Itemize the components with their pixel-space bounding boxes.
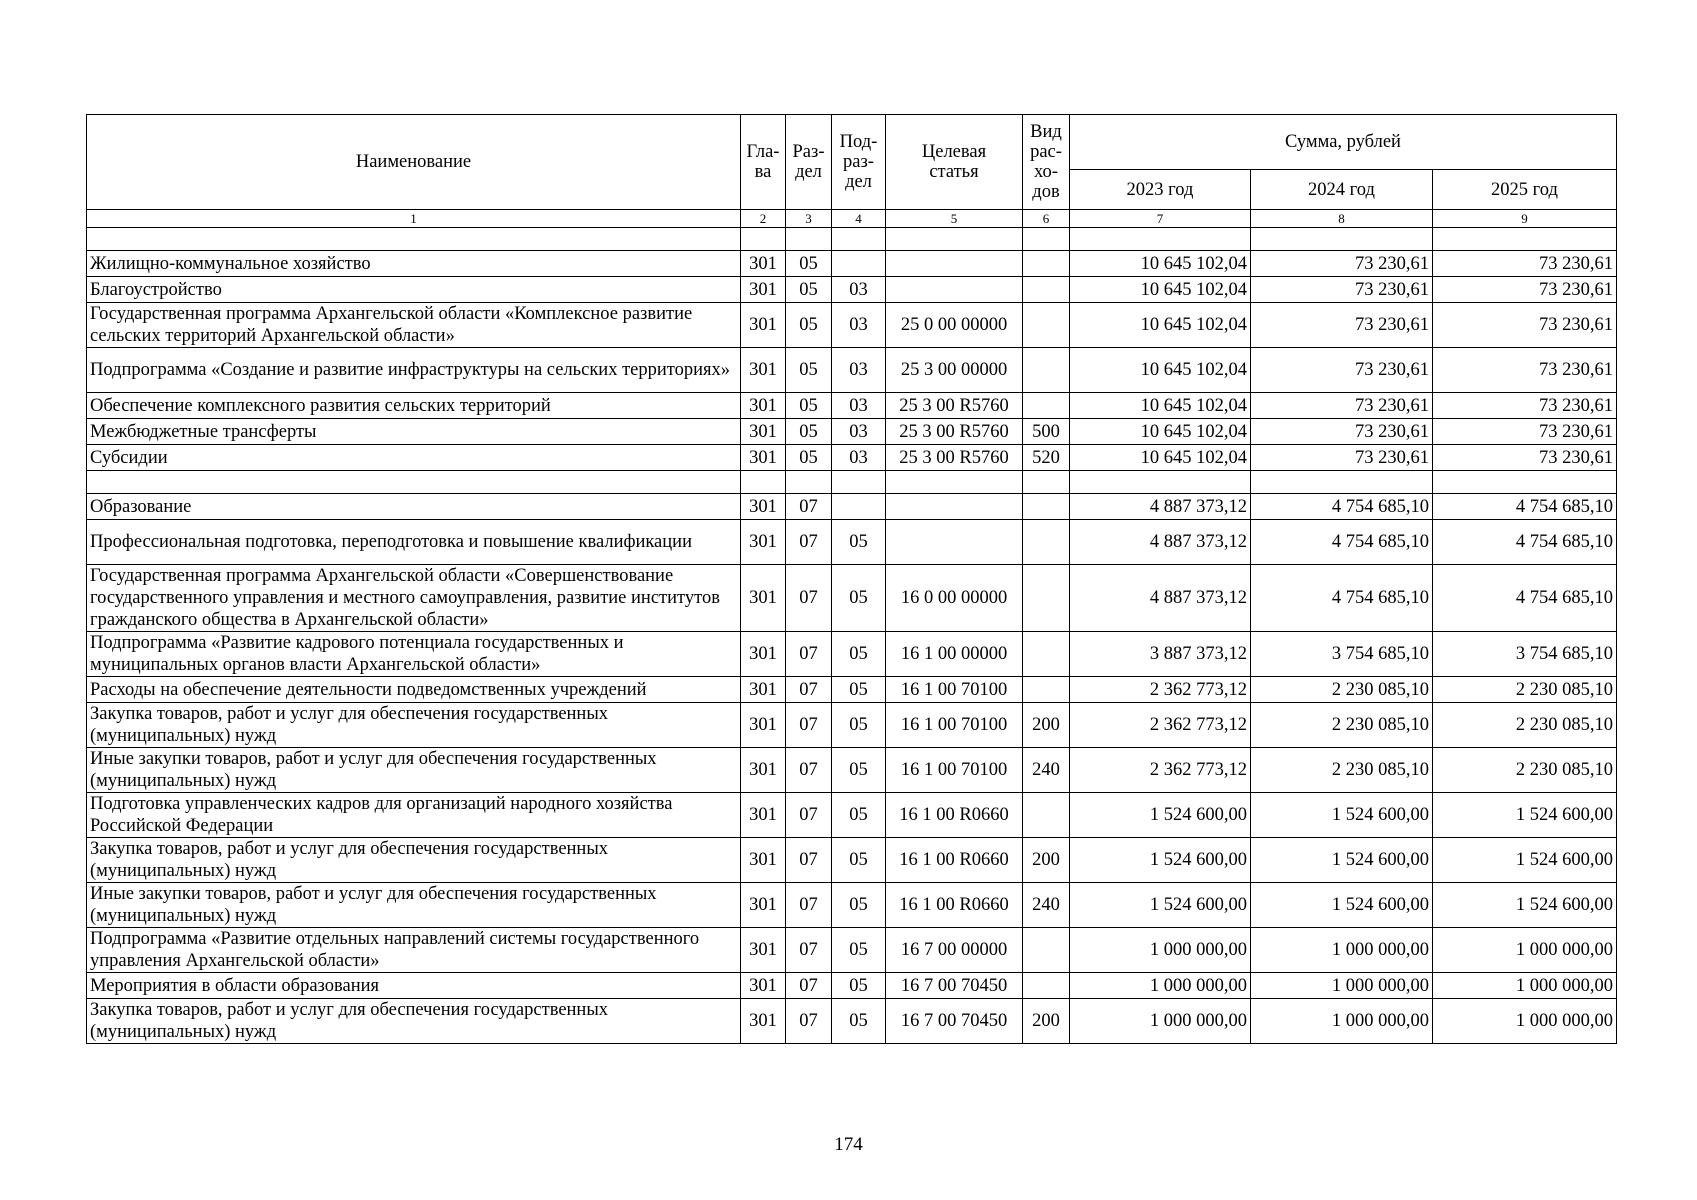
cell-tselevaya-statya: 25 3 00 R5760 — [886, 393, 1023, 419]
cell-amount-2023: 4 887 373,12 — [1070, 520, 1251, 565]
cell-amount-2024: 2 230 085,10 — [1251, 677, 1433, 703]
cell-amount-2023: 4 887 373,12 — [1070, 565, 1251, 632]
cell-amount-2025: 1 000 000,00 — [1433, 999, 1617, 1044]
cell-podrazdel: 05 — [832, 520, 886, 565]
cell-amount-2023: 10 645 102,04 — [1070, 419, 1251, 445]
header-year-2023: 2023 год — [1070, 170, 1251, 210]
cell-podrazdel: 05 — [832, 883, 886, 928]
table-row — [87, 393, 1617, 419]
cell-amount-2024: 73 230,61 — [1251, 251, 1433, 277]
column-number: 4 — [832, 210, 886, 228]
cell-tselevaya-statya: 16 1 00 00000 — [886, 632, 1023, 677]
cell-tselevaya-statya: 16 7 00 70450 — [886, 999, 1023, 1044]
cell-amount-2025: 73 230,61 — [1433, 445, 1617, 471]
row-name: Благоустройство — [87, 277, 741, 303]
table-row — [87, 632, 1617, 677]
cell-amount-2025: 1 524 600,00 — [1433, 883, 1617, 928]
table-row — [87, 928, 1617, 973]
cell-amount-2023: 4 887 373,12 — [1070, 494, 1251, 520]
cell-podrazdel: 05 — [832, 999, 886, 1044]
cell-amount-2023: 1 524 600,00 — [1070, 793, 1251, 838]
cell-glava: 301 — [741, 632, 786, 677]
header-year-2025: 2025 год — [1433, 170, 1617, 210]
cell-amount-2023: 1 000 000,00 — [1070, 999, 1251, 1044]
cell-tselevaya-statya: 25 3 00 00000 — [886, 348, 1023, 393]
cell-glava: 301 — [741, 348, 786, 393]
cell-glava: 301 — [741, 251, 786, 277]
cell-amount-2023: 1 000 000,00 — [1070, 973, 1251, 999]
cell-glava: 301 — [741, 565, 786, 632]
cell-tselevaya-statya — [886, 494, 1023, 520]
column-number: 5 — [886, 210, 1023, 228]
cell-amount-2024: 4 754 685,10 — [1251, 565, 1433, 632]
cell-vid-raskhodov — [1023, 928, 1070, 973]
cell-vid-raskhodov — [1023, 348, 1070, 393]
header-glava: Гла- ва — [741, 115, 786, 210]
cell-amount-2024: 2 230 085,10 — [1251, 703, 1433, 748]
cell-amount-2024: 1 000 000,00 — [1251, 999, 1433, 1044]
cell-amount-2025: 73 230,61 — [1433, 303, 1617, 348]
cell-podrazdel: 05 — [832, 748, 886, 793]
cell-amount-2023: 2 362 773,12 — [1070, 677, 1251, 703]
table-row — [87, 277, 1617, 303]
cell-podrazdel: 05 — [832, 928, 886, 973]
column-number: 1 — [87, 210, 741, 228]
cell-podrazdel: 03 — [832, 303, 886, 348]
cell-amount-2025: 1 000 000,00 — [1433, 928, 1617, 973]
cell-amount-2025: 1 000 000,00 — [1433, 973, 1617, 999]
cell-amount-2025: 2 230 085,10 — [1433, 703, 1617, 748]
cell-podrazdel: 03 — [832, 393, 886, 419]
empty-cell — [886, 471, 1023, 494]
row-name: Иные закупки товаров, работ и услуг для обеспечения государственных (муниципальных) нужд — [87, 883, 741, 928]
table-row — [87, 748, 1617, 793]
cell-razdel: 07 — [786, 838, 832, 883]
cell-vid-raskhodov — [1023, 973, 1070, 999]
cell-tselevaya-statya: 16 7 00 70450 — [886, 973, 1023, 999]
cell-glava: 301 — [741, 748, 786, 793]
column-number: 2 — [741, 210, 786, 228]
cell-amount-2023: 10 645 102,04 — [1070, 251, 1251, 277]
cell-amount-2023: 10 645 102,04 — [1070, 348, 1251, 393]
cell-amount-2024: 73 230,61 — [1251, 348, 1433, 393]
cell-vid-raskhodov — [1023, 793, 1070, 838]
row-name: Подпрограмма «Развитие кадрового потенциала государственных и муниципальных органов власти Архангельской области» — [87, 632, 741, 677]
cell-amount-2024: 73 230,61 — [1251, 419, 1433, 445]
header-podrazdel: Под- раз- дел — [832, 115, 886, 210]
cell-amount-2024: 3 754 685,10 — [1251, 632, 1433, 677]
cell-glava: 301 — [741, 838, 786, 883]
row-name: Профессиональная подготовка, переподготовка и повышение квалификации — [87, 520, 741, 565]
empty-cell — [786, 471, 832, 494]
cell-amount-2025: 1 524 600,00 — [1433, 838, 1617, 883]
cell-amount-2023: 10 645 102,04 — [1070, 303, 1251, 348]
cell-razdel: 05 — [786, 419, 832, 445]
cell-amount-2023: 10 645 102,04 — [1070, 445, 1251, 471]
cell-glava: 301 — [741, 445, 786, 471]
cell-vid-raskhodov: 200 — [1023, 999, 1070, 1044]
cell-tselevaya-statya: 16 1 00 R0660 — [886, 793, 1023, 838]
row-name: Межбюджетные трансферты — [87, 419, 741, 445]
row-name: Закупка товаров, работ и услуг для обеспечения государственных (муниципальных) нужд — [87, 703, 741, 748]
cell-amount-2025: 4 754 685,10 — [1433, 494, 1617, 520]
cell-tselevaya-statya: 16 1 00 R0660 — [886, 883, 1023, 928]
cell-razdel: 07 — [786, 677, 832, 703]
cell-podrazdel: 05 — [832, 838, 886, 883]
header-summa: Сумма, рублей — [1070, 115, 1617, 170]
empty-cell — [832, 471, 886, 494]
cell-podrazdel: 03 — [832, 348, 886, 393]
cell-podrazdel: 05 — [832, 973, 886, 999]
cell-amount-2025: 73 230,61 — [1433, 419, 1617, 445]
cell-tselevaya-statya: 25 0 00 00000 — [886, 303, 1023, 348]
cell-razdel: 07 — [786, 999, 832, 1044]
table-row — [87, 793, 1617, 838]
row-name: Субсидии — [87, 445, 741, 471]
cell-razdel: 07 — [786, 973, 832, 999]
cell-podrazdel: 03 — [832, 419, 886, 445]
cell-razdel: 07 — [786, 494, 832, 520]
cell-razdel: 05 — [786, 277, 832, 303]
cell-amount-2024: 1 524 600,00 — [1251, 793, 1433, 838]
column-number-row — [87, 210, 1617, 228]
empty-cell — [741, 471, 786, 494]
cell-podrazdel: 05 — [832, 632, 886, 677]
table-row — [87, 883, 1617, 928]
cell-vid-raskhodov — [1023, 632, 1070, 677]
empty-cell — [87, 228, 741, 251]
cell-razdel: 05 — [786, 348, 832, 393]
cell-razdel: 07 — [786, 565, 832, 632]
cell-vid-raskhodov — [1023, 494, 1070, 520]
cell-tselevaya-statya: 16 1 00 70100 — [886, 677, 1023, 703]
cell-razdel: 07 — [786, 928, 832, 973]
empty-cell — [1433, 471, 1617, 494]
cell-razdel: 07 — [786, 703, 832, 748]
header-year-2024: 2024 год — [1251, 170, 1433, 210]
cell-podrazdel: 03 — [832, 277, 886, 303]
cell-amount-2023: 10 645 102,04 — [1070, 277, 1251, 303]
cell-vid-raskhodov: 500 — [1023, 419, 1070, 445]
cell-podrazdel: 05 — [832, 677, 886, 703]
cell-glava: 301 — [741, 883, 786, 928]
cell-podrazdel — [832, 494, 886, 520]
cell-vid-raskhodov — [1023, 303, 1070, 348]
cell-podrazdel — [832, 251, 886, 277]
cell-amount-2025: 73 230,61 — [1433, 277, 1617, 303]
cell-tselevaya-statya: 16 0 00 00000 — [886, 565, 1023, 632]
cell-glava: 301 — [741, 520, 786, 565]
empty-cell — [741, 228, 786, 251]
table-row — [87, 494, 1617, 520]
column-number: 3 — [786, 210, 832, 228]
cell-amount-2023: 3 887 373,12 — [1070, 632, 1251, 677]
cell-amount-2024: 73 230,61 — [1251, 303, 1433, 348]
spacer-row — [87, 471, 1617, 494]
row-name: Подпрограмма «Развитие отдельных направлений системы государственного управления Архангельской области» — [87, 928, 741, 973]
cell-glava: 301 — [741, 277, 786, 303]
cell-vid-raskhodov — [1023, 393, 1070, 419]
cell-vid-raskhodov: 240 — [1023, 748, 1070, 793]
table-row — [87, 445, 1617, 471]
cell-glava: 301 — [741, 393, 786, 419]
cell-glava: 301 — [741, 419, 786, 445]
cell-podrazdel: 03 — [832, 445, 886, 471]
table-row — [87, 348, 1617, 393]
empty-cell — [1433, 228, 1617, 251]
cell-amount-2025: 3 754 685,10 — [1433, 632, 1617, 677]
cell-glava: 301 — [741, 973, 786, 999]
cell-vid-raskhodov: 240 — [1023, 883, 1070, 928]
cell-amount-2024: 73 230,61 — [1251, 277, 1433, 303]
cell-glava: 301 — [741, 494, 786, 520]
cell-vid-raskhodov — [1023, 520, 1070, 565]
column-number: 9 — [1433, 210, 1617, 228]
cell-amount-2024: 4 754 685,10 — [1251, 520, 1433, 565]
cell-amount-2024: 4 754 685,10 — [1251, 494, 1433, 520]
cell-amount-2025: 73 230,61 — [1433, 348, 1617, 393]
column-number: 6 — [1023, 210, 1070, 228]
spacer-row — [87, 228, 1617, 251]
cell-vid-raskhodov: 200 — [1023, 838, 1070, 883]
row-name: Расходы на обеспечение деятельности подведомственных учреждений — [87, 677, 741, 703]
column-number: 7 — [1070, 210, 1251, 228]
column-number: 8 — [1251, 210, 1433, 228]
table-row — [87, 419, 1617, 445]
empty-cell — [1251, 228, 1433, 251]
header-razdel: Раз- дел — [786, 115, 832, 210]
cell-vid-raskhodov — [1023, 565, 1070, 632]
cell-amount-2024: 1 000 000,00 — [1251, 973, 1433, 999]
empty-cell — [1023, 471, 1070, 494]
cell-amount-2024: 2 230 085,10 — [1251, 748, 1433, 793]
cell-razdel: 07 — [786, 520, 832, 565]
cell-podrazdel: 05 — [832, 565, 886, 632]
cell-vid-raskhodov — [1023, 677, 1070, 703]
empty-cell — [786, 228, 832, 251]
cell-amount-2025: 4 754 685,10 — [1433, 520, 1617, 565]
header-vid-raskhodov: Вид рас- хо- дов — [1023, 115, 1070, 210]
cell-vid-raskhodov: 520 — [1023, 445, 1070, 471]
row-name: Государственная программа Архангельской области «Совершенствование государственного управления и местного самоуправления, развитие институтов гражданского общества в Архангельской области» — [87, 565, 741, 632]
empty-cell — [1023, 228, 1070, 251]
cell-razdel: 07 — [786, 793, 832, 838]
row-name: Иные закупки товаров, работ и услуг для обеспечения государственных (муниципальных) нужд — [87, 748, 741, 793]
cell-amount-2025: 1 524 600,00 — [1433, 793, 1617, 838]
cell-amount-2023: 1 524 600,00 — [1070, 838, 1251, 883]
cell-tselevaya-statya: 16 7 00 00000 — [886, 928, 1023, 973]
empty-cell — [1070, 471, 1251, 494]
table-row — [87, 838, 1617, 883]
cell-razdel: 07 — [786, 632, 832, 677]
header-tselevaya-statya: Целевая статья — [886, 115, 1023, 210]
cell-glava: 301 — [741, 928, 786, 973]
row-name: Подготовка управленческих кадров для организаций народного хозяйства Российской Федерации — [87, 793, 741, 838]
cell-amount-2025: 2 230 085,10 — [1433, 677, 1617, 703]
cell-amount-2025: 73 230,61 — [1433, 251, 1617, 277]
row-name: Образование — [87, 494, 741, 520]
cell-amount-2023: 1 524 600,00 — [1070, 883, 1251, 928]
table-row — [87, 251, 1617, 277]
cell-glava: 301 — [741, 703, 786, 748]
cell-amount-2024: 1 524 600,00 — [1251, 838, 1433, 883]
cell-glava: 301 — [741, 793, 786, 838]
cell-amount-2025: 4 754 685,10 — [1433, 565, 1617, 632]
table-row — [87, 520, 1617, 565]
empty-cell — [886, 228, 1023, 251]
empty-cell — [832, 228, 886, 251]
cell-vid-raskhodov — [1023, 251, 1070, 277]
cell-amount-2024: 1 524 600,00 — [1251, 883, 1433, 928]
table-row — [87, 677, 1617, 703]
table-row — [87, 703, 1617, 748]
budget-table — [86, 114, 1617, 1044]
cell-tselevaya-statya: 25 3 00 R5760 — [886, 419, 1023, 445]
cell-amount-2023: 1 000 000,00 — [1070, 928, 1251, 973]
cell-amount-2023: 2 362 773,12 — [1070, 703, 1251, 748]
table-row — [87, 565, 1617, 632]
page-number: 174 — [834, 1134, 863, 1155]
cell-podrazdel: 05 — [832, 793, 886, 838]
cell-tselevaya-statya: 16 1 00 70100 — [886, 748, 1023, 793]
row-name: Жилищно-коммунальное хозяйство — [87, 251, 741, 277]
row-name: Мероприятия в области образования — [87, 973, 741, 999]
cell-razdel: 05 — [786, 251, 832, 277]
cell-razdel: 07 — [786, 883, 832, 928]
empty-cell — [87, 471, 741, 494]
cell-tselevaya-statya — [886, 251, 1023, 277]
cell-tselevaya-statya: 16 1 00 R0660 — [886, 838, 1023, 883]
cell-vid-raskhodov — [1023, 277, 1070, 303]
row-name: Закупка товаров, работ и услуг для обеспечения государственных (муниципальных) нужд — [87, 838, 741, 883]
cell-glava: 301 — [741, 677, 786, 703]
cell-amount-2025: 2 230 085,10 — [1433, 748, 1617, 793]
empty-cell — [1070, 228, 1251, 251]
cell-razdel: 05 — [786, 393, 832, 419]
cell-glava: 301 — [741, 303, 786, 348]
row-name: Обеспечение комплексного развития сельских территорий — [87, 393, 741, 419]
table-row — [87, 303, 1617, 348]
table-row — [87, 973, 1617, 999]
header-name: Наименование — [87, 115, 741, 210]
cell-amount-2023: 2 362 773,12 — [1070, 748, 1251, 793]
cell-razdel: 05 — [786, 445, 832, 471]
cell-amount-2024: 73 230,61 — [1251, 445, 1433, 471]
cell-tselevaya-statya: 25 3 00 R5760 — [886, 445, 1023, 471]
row-name: Закупка товаров, работ и услуг для обеспечения государственных (муниципальных) нужд — [87, 999, 741, 1044]
row-name: Государственная программа Архангельской области «Комплексное развитие сельских территорий Архангельской области» — [87, 303, 741, 348]
cell-tselevaya-statya — [886, 520, 1023, 565]
cell-glava: 301 — [741, 999, 786, 1044]
cell-podrazdel: 05 — [832, 703, 886, 748]
cell-tselevaya-statya: 16 1 00 70100 — [886, 703, 1023, 748]
cell-tselevaya-statya — [886, 277, 1023, 303]
cell-razdel: 05 — [786, 303, 832, 348]
cell-razdel: 07 — [786, 748, 832, 793]
cell-vid-raskhodov: 200 — [1023, 703, 1070, 748]
cell-amount-2024: 73 230,61 — [1251, 393, 1433, 419]
cell-amount-2024: 1 000 000,00 — [1251, 928, 1433, 973]
cell-amount-2023: 10 645 102,04 — [1070, 393, 1251, 419]
cell-amount-2025: 73 230,61 — [1433, 393, 1617, 419]
table-body — [87, 228, 1617, 1044]
row-name: Подпрограмма «Создание и развитие инфраструктуры на сельских территориях» — [87, 348, 741, 393]
table-row — [87, 999, 1617, 1044]
empty-cell — [1251, 471, 1433, 494]
